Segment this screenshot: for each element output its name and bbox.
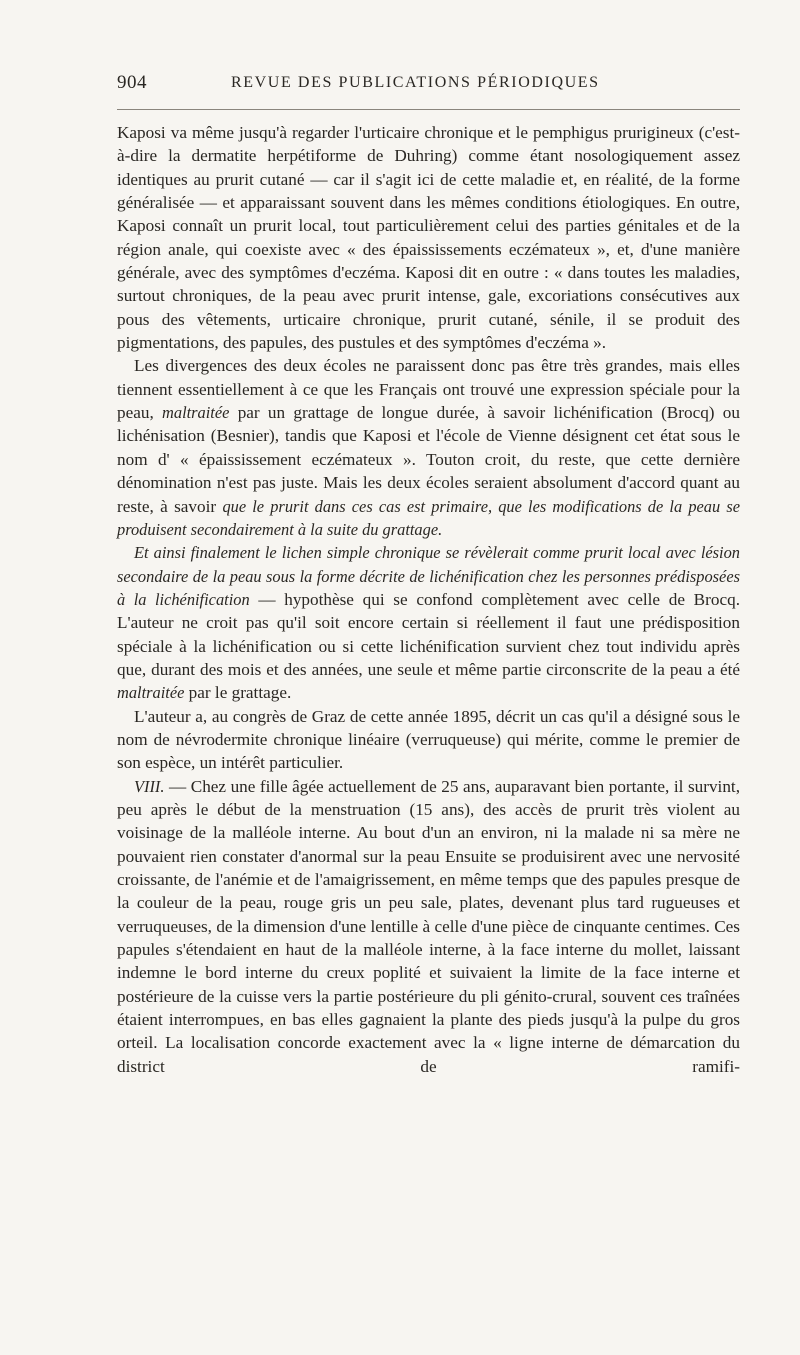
italic-text-run: maltraitée <box>117 683 185 703</box>
text-run: Les divergences des deux écoles ne paraissent donc pas être très grandes, mais elles tiennent essentiellement à ce que les Français ont trouvé une expression spéciale pour la peau, <box>117 356 740 423</box>
text-run: par un grattage de longue durée, à savoir lichénification (Brocq) ou lichénisation (Besnier), tandis que Kaposi et l'école de Vienne désignent cet état sous le nom d' « épaississement eczémateux ». Touton croit, du reste, que cette dernière dénomination n'est pas juste. Mais les deux écoles seraient absolument d'accord quant au reste, à savoir <box>117 403 740 516</box>
paragraph <box>117 705 740 775</box>
page-number: 904 <box>117 72 147 93</box>
running-title: REVUE DES PUBLICATIONS PÉRIODIQUES <box>231 74 600 91</box>
text-run: — hypothèse qui se confond complètement avec celle de Brocq. L'auteur ne croit pas qu'il soit encore certain si réellement il faut une prédisposition spéciale à la lichénification ou si cette lichénification survient chez tout individu après que, durant des mois et des années, une seule et même partie circonscrite de la peau a été <box>117 589 740 679</box>
header-rule <box>117 109 740 110</box>
italic-text-run: que le prurit dans ces cas est primaire, que les modifications de la peau se produisent secondairement à la suite du grattage. <box>117 496 741 539</box>
text-run: Kaposi va même jusqu'à regarder l'urticaire chronique et le pemphigus prurigineux (c'est-à-dire la dermatite herpétiforme de Duhring) comme étant nosologiquement assez identiques au prurit cutané — car il s'agit ici de cette maladie et, en réalité, de la forme généralisée — et apparaissant souvent dans les mêmes conditions étiologiques. En outre, Kaposi connaît un prurit local, tout particulièrement celui des parties génitales et de la région anale, qui coexiste avec « des épaississements eczémateux », et, d'une manière générale, avec des symptômes d'eczéma. Kaposi dit en outre : « dans toutes les maladies, surtout chroniques, de la peau avec prurit intense, gale, excoriations consécutives aux pous des vêtements, urticaire chronique, prurit cutané, sénile, il se produit des pigmentations, des papules, des pustules et des symptômes d'eczéma ». <box>117 123 740 353</box>
italic-text-run: VIII. <box>134 776 165 796</box>
text-run: par le grattage. <box>184 683 292 703</box>
paragraph <box>117 775 740 1078</box>
paragraph <box>117 541 740 704</box>
article-body <box>117 121 740 1078</box>
text-run: — Chez une fille âgée actuellement de 25 ans, auparavant bien portante, il survint, peu après le début de la menstruation (15 ans), des accès de prurit très violent au voisinage de la malléole interne. Au bout d'un an environ, ni la malade ni sa mère ne pouvaient rien constater d'anormal sur la peau Ensuite se produisirent avec une nervosité croissante, de l'anémie et de l'amaigrissement, en même temps que des papules presque de la couleur de la peau, rouge gris un peu sale, plates, devenant plus tard rugueuses et verruqueuses, de la dimension d'une lentille à celle d'une pièce de cinquante centimes. Ces papules s'étendaient en haut de la malléole interne, à la face interne du mollet, laissant indemne le bord interne du creux poplité et suivaient la limite de la face interne et postérieure de la cuisse vers la partie postérieure du pli génito-crural, souvent ces traînées étaient interrompues, en bas elles gagnaient la plante des pieds jusqu'à la pulpe du gros orteil. La localisation concorde exactement avec la « ligne interne de démarcation du district de ramifi- <box>117 776 740 1076</box>
italic-text-run: Et ainsi finalement le lichen simple chronique se révèlerait comme prurit local avec lésion secondaire de la peau sous la forme décrite de lichénification chez les personnes prédisposées à la lichénification <box>117 543 740 609</box>
italic-text-run: maltraitée <box>162 403 230 423</box>
paragraph <box>117 121 740 354</box>
page-header <box>117 72 739 100</box>
text-run: L'auteur a, au congrès de Graz de cette année 1895, décrit un cas qu'il a désigné sous le nom de névrodermite chronique linéaire (verruqueuse) qui mérite, comme le premier de son espèce, un intérêt particulier. <box>117 706 740 773</box>
paragraph <box>117 354 740 541</box>
